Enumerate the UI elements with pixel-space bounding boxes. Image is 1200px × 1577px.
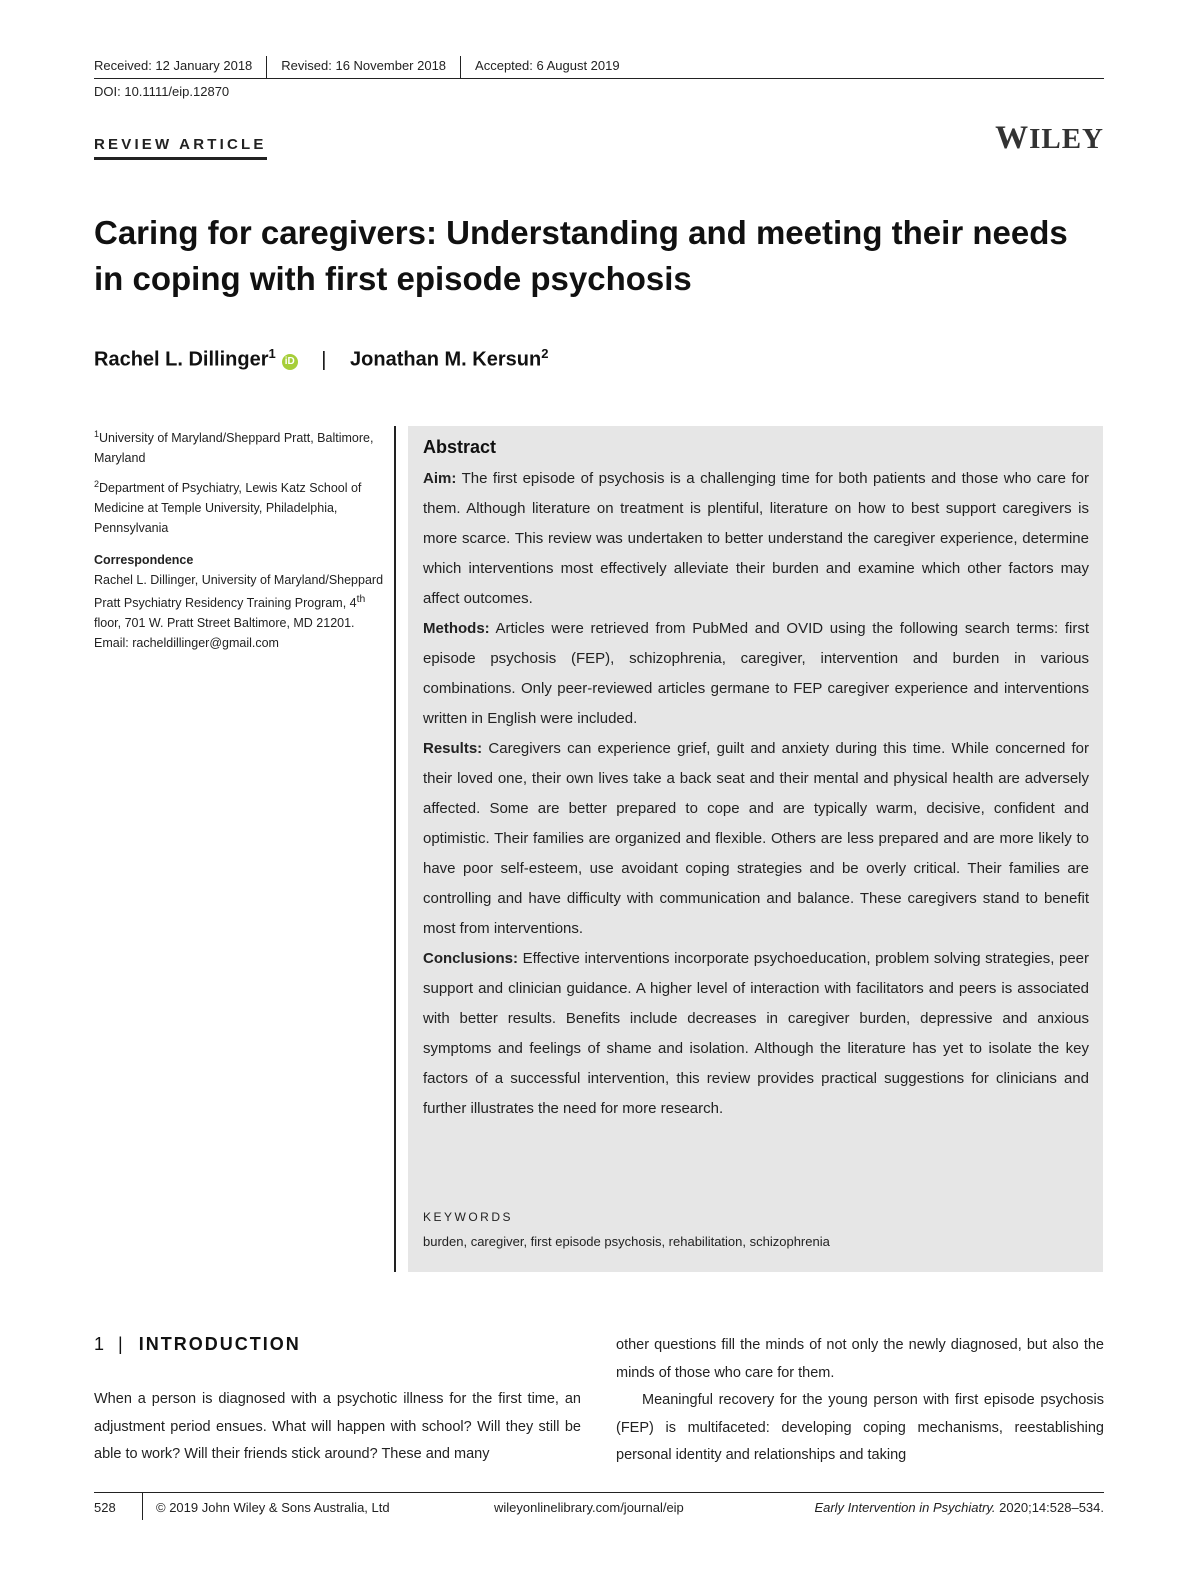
journal-name: Early Intervention in Psychiatry.	[814, 1500, 996, 1515]
divider	[142, 1492, 143, 1520]
abstract-box	[408, 426, 1103, 1272]
publication-dates	[94, 56, 1104, 78]
affiliations	[94, 424, 384, 544]
author-list	[94, 346, 548, 372]
abstract-heading: Abstract	[423, 437, 497, 457]
revised-date: Revised: 16 November 2018	[281, 58, 447, 74]
column-divider	[394, 426, 396, 1272]
intro-paragraph: When a person is diagnosed with a psychotic illness for the first time, an adjustment period ensues. What will happen with school? Will they still be able to work? Will their friends stick around? These and many	[94, 1391, 581, 1462]
citation	[814, 1500, 1104, 1515]
wiley-logo	[995, 120, 1104, 157]
author-name[interactable]: Rachel L. Dillinger	[94, 348, 269, 371]
author-name[interactable]: Jonathan M. Kersun	[350, 348, 542, 371]
section-number: 1	[94, 1334, 105, 1354]
author-affil-sup: 1	[268, 346, 276, 361]
footer-rule	[94, 1492, 1104, 1493]
logo-rest: ILEY	[1029, 123, 1104, 155]
section-separator: |	[118, 1334, 125, 1354]
divider	[460, 56, 461, 78]
abstract-methods: Methods: Articles were retrieved from PubMed and OVID using the following search terms: first episode psychosis (FEP), schizophrenia, caregiver, intervention and burden in various combinations. Only peer-reviewed articles germane to FEP caregiver experience and interventions written in English were included.	[423, 620, 1089, 727]
divider	[266, 56, 267, 78]
keywords-heading: KEYWORDS	[423, 1210, 514, 1224]
intro-paragraph-continued: other questions fill the minds of not only the newly diagnosed, but also the minds of those who care for them.	[616, 1337, 1104, 1381]
author-affil-sup: 2	[541, 346, 549, 361]
correspondence-email[interactable]: Email: racheldillinger@gmail.com	[94, 636, 279, 651]
correspondence-address: Rachel L. Dillinger, University of Maryland/Sheppard Pratt Psychiatry Residency Training Program, 4th floor, 701 W. Pratt Street Baltimore, MD 21201.	[94, 573, 384, 631]
section-title: INTRODUCTION	[138, 1334, 301, 1354]
correspondence	[94, 550, 384, 653]
header-rule	[94, 78, 1104, 79]
journal-link[interactable]: wileyonlinelibrary.com/journal/eip	[494, 1500, 684, 1515]
abstract-results: Results: Caregivers can experience grief, guilt and anxiety during this time. While concerned for their loved one, their own lives take a back seat and their mental and physical health are adversely affected. Some are better prepared to cope and are typically warm, decisive, confident and optimistic. Their families are organized and flexible. Others are less prepared and are more likely to have poor self-esteem, use avoidant coping strategies and be overly critical. Their families are controlling and have difficulty with communication and balance. These caregivers stand to benefit most from interventions.	[423, 740, 1089, 937]
abstract-aim: Aim: The first episode of psychosis is a challenging time for both patients and those who care for them. Although literature on treatment is plentiful, literature on how to best support caregivers is more scarce. This review was undertaken to better understand the caregiver experience, determine which interventions most effectively alleviate their burden and examine which other factors may affect outcomes.	[423, 470, 1089, 607]
affiliation: $^2$Department of Psychiatry, Lewis Katz School of Medicine at Temple University, Philadelphia, Pennsylvania	[94, 479, 362, 536]
page-footer	[94, 1500, 1104, 1520]
keywords-list: burden, caregiver, first episode psychosis, rehabilitation, schizophrenia	[423, 1234, 830, 1249]
received-date: Received: 12 January 2018	[94, 58, 253, 74]
copyright: © 2019 John Wiley & Sons Australia, Ltd	[156, 1500, 390, 1515]
correspondence-heading: Correspondence	[94, 553, 194, 567]
doi[interactable]: DOI: 10.1111/eip.12870	[94, 84, 230, 99]
article-title: Caring for caregivers: Understanding and meeting their needs in coping with first episode psychosis	[94, 214, 1068, 297]
section-heading	[94, 1334, 301, 1355]
intro-paragraph: Meaningful recovery for the young person with first episode psychosis (FEP) is multifaceted: developing coping mechanisms, reestablishing personal identity and relationships and taking	[616, 1392, 1104, 1463]
author-separator: |	[321, 348, 327, 371]
citation-details: 2020;14:528–534.	[995, 1500, 1104, 1515]
page-number: 528	[94, 1500, 116, 1515]
logo-initial: W	[995, 120, 1030, 156]
abstract-conclusions: Conclusions: Effective interventions incorporate psychoeducation, problem solving strategies, peer support and clinician guidance. A higher level of interaction with facilitators and peers is associated with better results. Benefits include decreases in caregiver burden, depressive and anxious symptoms and feelings of shame and isolation. Although the literature has yet to isolate the key factors of a successful intervention, this review provides practical suggestions for clinicians and further illustrates the need for more research.	[423, 950, 1089, 1117]
accepted-date: Accepted: 6 August 2019	[475, 58, 620, 74]
affiliation: $^1$University of Maryland/Sheppard Pratt, Baltimore, Maryland	[94, 429, 374, 466]
orcid-icon[interactable]: iD	[282, 354, 298, 370]
article-type: REVIEW ARTICLE	[94, 136, 267, 160]
intro-right-column	[616, 1332, 1104, 1470]
